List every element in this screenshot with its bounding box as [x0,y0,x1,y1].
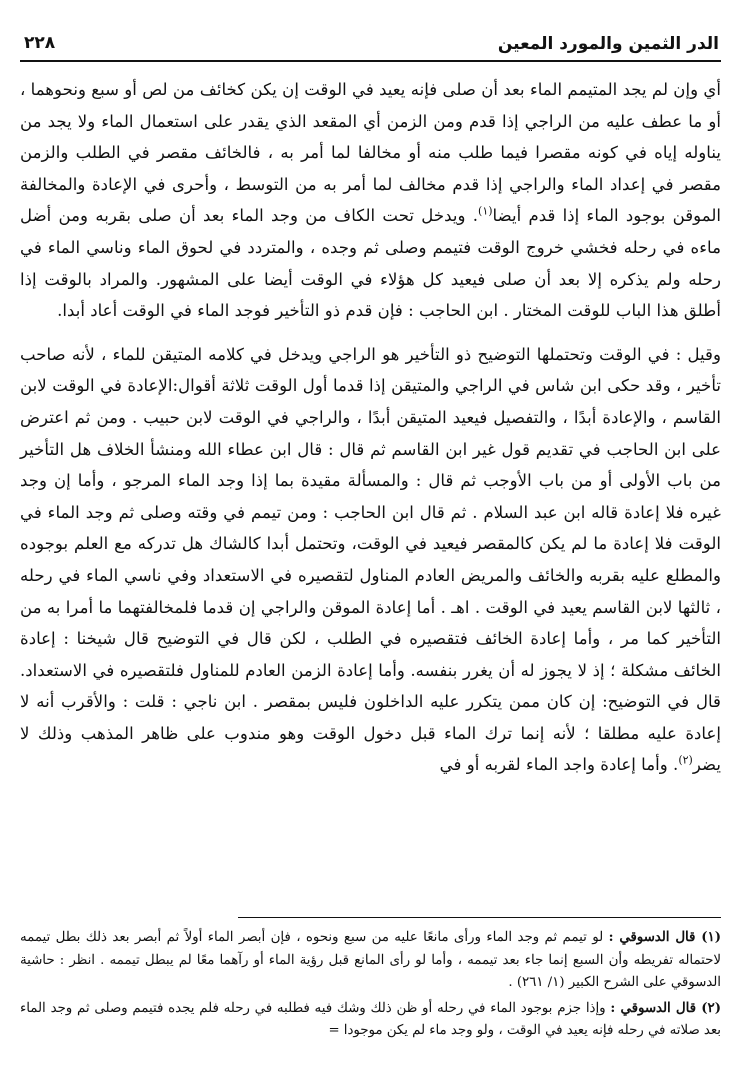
paragraph-text-continued: . وأما إعادة واجد الماء لقربه أو في [439,755,679,775]
paragraph-text: أي وإن لم يجد المتيمم الماء بعد أن صلى فإنه يعيد في الوقت إن يكن كخائف من لص أو سبع ونحوهما ، أو ما عطف عليه من الراجي إذا قدم ومن الزمن أي المقعد الذي يقدر على استعمال الماء ولا يجد من يناوله إياه في كونه مقصرا فيما طلب منه أو مخالفا لما أمر به ، فالخائف مقصر في الطلب والزمن مقصر في إعداد الماء والراجي إذا قدم مخالف لما أمر به من التوسط ، وأحرى في الإعادة والمخالفة الموقن بوجود الماء إذا قدم أيضا [20,80,721,226]
book-page [20,30,721,1070]
footnote-label: (٢) قال الدسوقي : [610,1000,721,1016]
footnote-1 [20,927,721,995]
footnote-divider [238,917,721,918]
paragraph-text-continued: . ويدخل تحت الكاف من وجد الماء بعد أن صلى بقربه ومن أضل ماءه في رحله فخشي خروج الوقت فتيمم وصلى ثم وجده ، والمتردد في لحوق الماء وناسي الماء في رحله ولم يذكره إلا بعد أن صلى فيعيد كل هؤلاء في الوقت أيضا على المشهور. والمراد بالوقت إذا أطلق هذا الباب للوقت المختار . ابن الحاجب : فإن قدم ذو التأخير فوجد الماء في الوقت أعاد أبدا. [20,206,721,321]
footnote-text: وإذا جزم بوجود الماء في رحله أو ظن ذلك وشك فيه فطلبه في رحله فلم يجده فتيمم وصلى ثم وجد الماء بعد صلاته في رحله فإنه يعيد في الوقت ، ولو وجد ماء لم يكن موجودا = [20,1000,721,1038]
paragraph-1 [20,74,721,327]
footnote-ref-2[interactable]: (٢) [678,753,693,767]
paragraph-2 [20,339,721,781]
running-header [20,30,721,62]
footnotes [20,927,721,1043]
footnote-2 [20,998,721,1043]
footnote-ref-1[interactable]: (١) [478,204,493,218]
paragraph-text: وقيل : في الوقت وتحتملها التوضيح ذو التأخير هو الراجي ويدخل في كلامه المتيقن للماء ، لأنه صاحب تأخير ، وقد حكى ابن شاس في الراجي والمتيقن إذا قدما أول الوقت ثلاثة أقوال:الإعادة في الوقت لابن القاسم ، والإعادة أبدًا ، والتفصيل فيعيد المتيقن أبدًا ، والراجي في الوقت لابن حبيب . ومن ثم اعترض على ابن الحاجب في تقديم قول غير ابن القاسم ثم قال : قال ابن عطاء الله ومنشأ الخلاف هل التأخير من باب الأولى أو من باب الأوجب ثم قال : والمسألة مقيدة بما إذا وجد الماء المرجو ، وأما إن وجد غيره فلا إعادة قاله ابن عبد السلام . ثم قال ابن الحاجب : ومن تيمم في وقته وصلى ثم وجد الماء في الوقت فلا إعادة ما لم يكن كالمقصر فيعيد في الوقت، وتحتمل أبدا كالشاك هل تدركه مع العلم بوجوده والمطلع عليه بقربه والخائف والمريض العادم المناول لتقصيره في الاستعداد وفي ناسي الماء في رحله ، ثالثها لابن القاسم يعيد في الوقت . اهـ . أما إعادة الموقن والراجي إن قدما فلمخالفتهما ما أمرا به من التأخير كما مر ، وأما إعادة الخائف فتقصيره في الطلب ، لكن قال في التوضيح قال شيخنا : إعادة الخائف مشكلة ؛ إذ لا يجوز له أن يغرر بنفسه. وأما إعادة الزمن العادم للمناول فلتقصيره في الاستعداد. قال في التوضيح: إن كان ممن يتكرر عليه الداخلون فليس بمقصر . ابن ناجي : قلت : والأقرب أنه لا إعادة عليه مطلقا ؛ لأنه إنما ترك الماء قبل دخول الوقت وهو مندوب على ظاهر المذهب وذلك لا يضر [20,344,721,775]
footnote-text: لو تيمم ثم وجد الماء ورأى مانعًا عليه من سبع ونحوه ، فإن أبصر الماء أولاً ثم أبصر بعد ذلك بطل تيممه لاحتماله تفريطه وأن السبع إنما جاء بعد تيممه ، وأما لو رأى المانع قبل رؤية الماء أو رآهما معًا لم يبطل تيممه . انظر : حاشية الدسوقي على الشرح الكبير (١/ ٢٦١) . [20,930,721,990]
main-text [20,74,721,781]
book-title: الدر الثمين والمورد المعين [497,34,719,54]
page-number: ٢٢٨ [24,33,56,53]
footnote-label: (١) قال الدسوقي : [608,930,721,945]
